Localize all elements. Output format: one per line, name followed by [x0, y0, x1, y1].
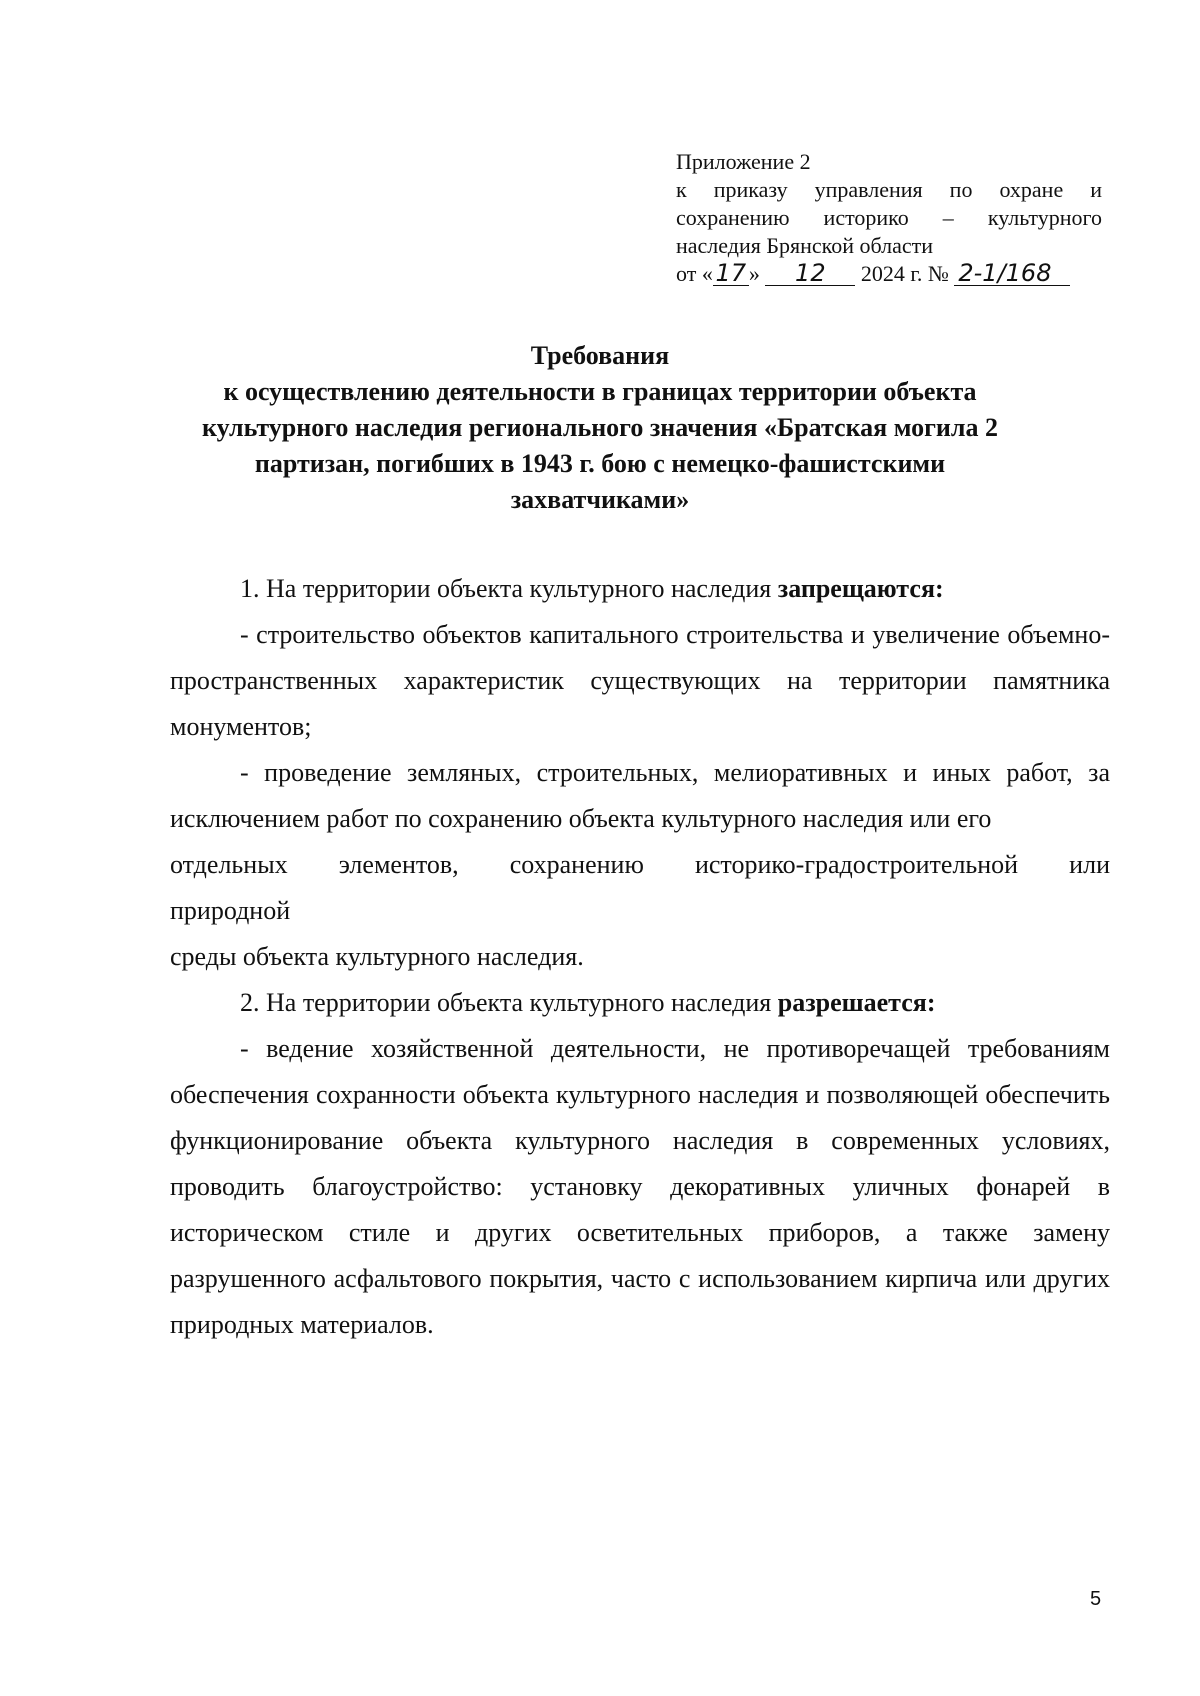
section-1-text: 1. На территории объекта культурного наследия	[240, 574, 778, 603]
title-line: к осуществлению деятельности в границах территории объекта	[223, 377, 977, 406]
section-2-item-1: - ведение хозяйственной деятельности, не противоречащей требованиям обеспечения сохранности объекта культурного наследия и позволяющей обеспечить функционирование объекта культурного наследия в современных условиях, проводить благоустройство: установку декоративных уличных фонарей в историческом стиле и других осветительных приборов, а также замену разрушенного асфальтового покрытия, часто с использованием кирпича или других природных материалов.	[170, 1034, 1110, 1339]
section-1-item-1: - строительство объектов капитального строительства и увеличение объемно-пространственных характеристик существующих на территории памятника монументов;	[170, 620, 1110, 741]
appendix-title: Приложение 2	[676, 149, 811, 174]
appendix-date-line	[676, 260, 1102, 288]
title-heading: Требования	[530, 341, 670, 370]
title-line: партизан, погибших в 1943 г. бою с немецко-фашистскими	[254, 449, 946, 478]
appendix-order-line: к приказу управления по охране и	[676, 177, 1102, 202]
section-2-heading	[170, 980, 1110, 1026]
date-year-number-label: 2024 г. №	[860, 261, 949, 286]
section-1-bold: запрещаются:	[777, 574, 944, 603]
section-1-item-2-line: - проведение земляных, строительных, мелиоративных и иных работ, за	[240, 758, 1110, 787]
appendix-block	[676, 148, 1102, 288]
section-1-item-2-line: природной	[170, 896, 291, 925]
section-1-item-2-line: исключением работ по сохранению объекта культурного наследия или его	[170, 804, 992, 833]
page-number: 5	[1090, 1588, 1102, 1610]
section-1-heading	[170, 566, 1110, 612]
section-1-item-2-line: отдельных элементов, сохранению историко-градостроительной или	[170, 850, 1110, 879]
handwritten-day: 17	[713, 261, 749, 286]
section-2-text: 2. На территории объекта культурного наследия	[240, 988, 778, 1017]
section-2-bold: разрешается:	[777, 988, 936, 1017]
date-prefix: от «	[676, 261, 713, 286]
appendix-order-line: наследия Брянской области	[676, 233, 934, 258]
handwritten-doc-number: 2-1/168	[954, 261, 1070, 286]
appendix-order-line: сохранению историко – культурного	[676, 205, 1102, 230]
handwritten-month: 12	[765, 261, 855, 286]
title-line: культурного наследия регионального значения «Братская могила 2	[202, 413, 998, 442]
title-line: захватчиками»	[510, 485, 690, 514]
document-title	[150, 338, 1050, 518]
document-body	[170, 566, 1110, 1348]
date-close-quote: »	[748, 261, 760, 286]
section-1-item-2-line: среды объекта культурного наследия.	[170, 942, 584, 971]
